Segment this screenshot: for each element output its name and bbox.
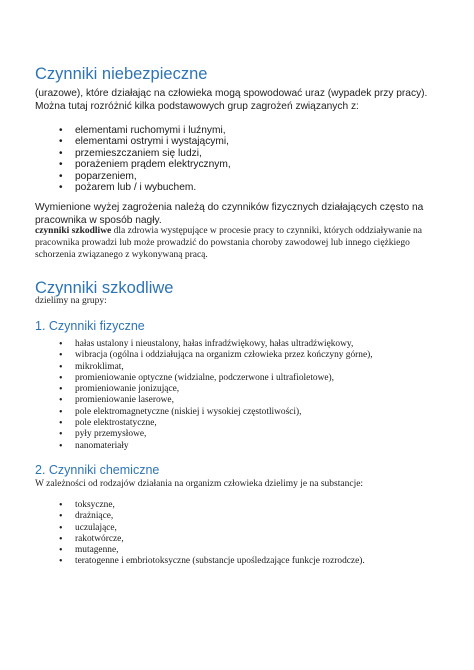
list-item: • drażniące,: [59, 511, 114, 523]
list-item: • porażeniem prądem elektrycznym,: [59, 159, 231, 171]
heading-czynniki-chemiczne: 2. Czynniki chemiczne: [35, 463, 160, 477]
list-item: • elementami ruchomymi i luźnymi,: [59, 125, 226, 136]
list-item: • mikroklimat,: [59, 361, 124, 373]
list-item: • pole elektrostatyczne,: [59, 418, 157, 430]
bullet-icon: •: [59, 372, 63, 384]
bullet-icon: •: [59, 159, 63, 171]
heading-czynniki-fizyczne: 1. Czynniki fizyczne: [35, 319, 145, 333]
list-item: • promieniowanie optyczne (widzialne, podczerwone i ultrafioletowe),: [59, 372, 335, 384]
list-item: • promieniowanie laserowe,: [59, 395, 174, 407]
list-item: • poparzeniem,: [59, 170, 137, 182]
bullet-icon: •: [59, 511, 63, 523]
chemical-intro-paragraph: W zależności od rodzajów działania na organizm człowieka dzielimy je na substancje:: [35, 479, 364, 489]
bullet-icon: •: [59, 182, 63, 194]
list-item: • wibracja (ogólna i oddziałująca na organizm człowieka przez kończyny górne),: [59, 350, 373, 362]
list-item: • mutagenne,: [59, 545, 119, 557]
heading-czynniki-niebezpieczne: Czynniki niebezpieczne: [35, 65, 208, 83]
bullet-icon: •: [59, 545, 63, 557]
list-item: • elementami ostrymi i wystającymi,: [59, 136, 229, 148]
intro-paragraph: (urazowe), które działając na człowieka mogą spowodować uraz (wypadek przy pracy). Można tutaj rozróżnić kilka podstawowych grup zagrożeń związanych z:: [35, 88, 428, 112]
bullet-icon: •: [59, 339, 63, 350]
bullet-icon: •: [59, 556, 63, 568]
bullet-icon: •: [59, 406, 63, 418]
bullet-icon: •: [59, 418, 63, 430]
bullet-icon: •: [59, 170, 63, 182]
list-item: • hałas ustalony i nieustalony, hałas infradźwiękowy, hałas ultradźwiękowy,: [59, 339, 354, 350]
bullet-icon: •: [59, 395, 63, 407]
list-item: • przemieszczaniem się ludzi,: [59, 147, 202, 159]
definition-text: dla zdrowia występujące w procesie pracy to czynniki, których oddziaływanie na pracownika prowadzi lub może prowadzić do powstania choroby zawodowej lub innego ciężkiego schorzenia związanego z wykonywaną pracą.: [35, 226, 423, 260]
list-item: • uczulające,: [59, 522, 117, 534]
bullet-icon: •: [59, 384, 63, 396]
list-item: • rakotwórcze,: [59, 533, 124, 545]
bullet-icon: •: [59, 429, 63, 441]
bullet-icon: •: [59, 361, 63, 373]
hazard-list: [59, 125, 231, 194]
bullet-icon: •: [59, 533, 63, 545]
bullet-icon: •: [59, 440, 63, 452]
physical-factors-list: [59, 339, 373, 452]
list-item: • pyły przemysłowe,: [59, 429, 147, 441]
list-item: • pożarem lub / i wybuchem.: [59, 182, 197, 194]
bullet-icon: •: [59, 147, 63, 159]
note-paragraph: Wymienione wyżej zagrożenia należą do czynników fizycznych działających często na pracownika w sposób nagły.: [35, 202, 424, 226]
list-item: • promieniowanie jonizujące,: [59, 384, 180, 396]
chemical-factors-list: [59, 500, 365, 568]
bullet-icon: •: [59, 522, 63, 534]
heading-czynniki-szkodliwe: Czynniki szkodliwe: [35, 279, 174, 297]
list-item: • nanomateriały: [59, 440, 129, 452]
subtitle-paragraph: dzielimy na grupy:: [35, 296, 107, 306]
definition-paragraph: [35, 226, 445, 261]
bullet-icon: •: [59, 350, 63, 362]
bullet-icon: •: [59, 500, 63, 511]
list-item: • toksyczne,: [59, 500, 115, 511]
definition-term: czynniki szkodliwe: [35, 226, 112, 236]
list-item: • teratogenne i embriotoksyczne (substancje upośledzające funkcje rozrodcze).: [59, 556, 365, 568]
bullet-icon: •: [59, 136, 63, 148]
bullet-icon: •: [59, 125, 63, 136]
list-item: • pole elektromagnetyczne (niskiej i wysokiej częstotliwości),: [59, 406, 302, 418]
